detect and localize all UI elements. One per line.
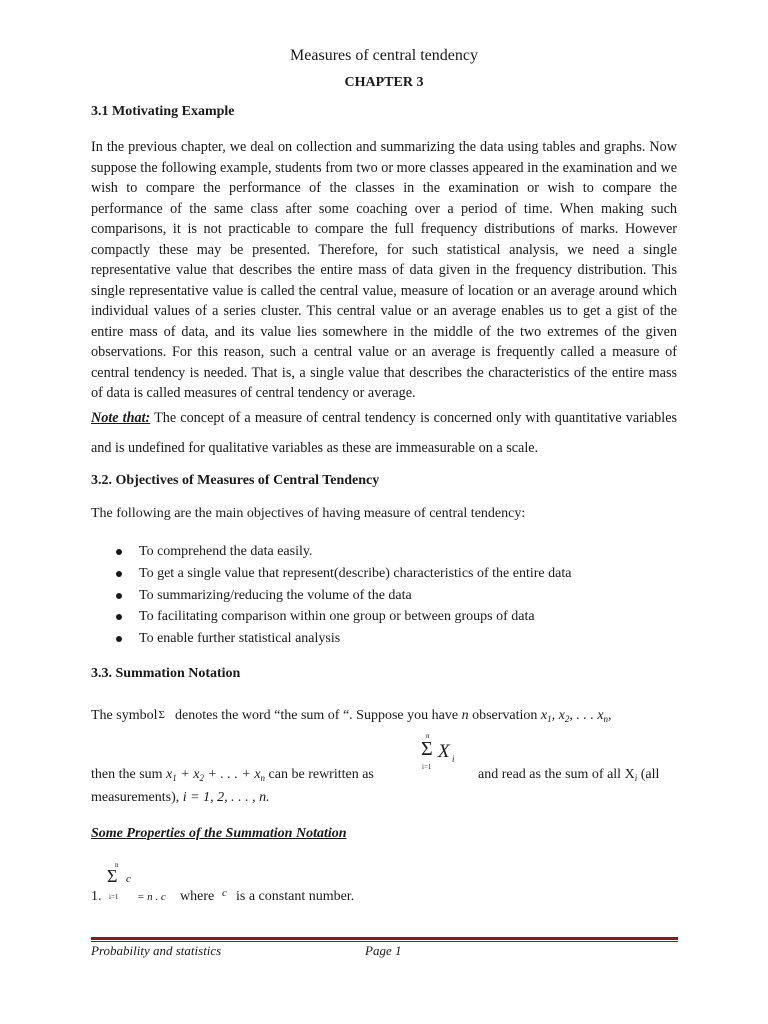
formula-subscript: i [452,754,455,764]
list-item: To get a single value that represent(describe) characteristics of the entire data [91,563,571,585]
property-where: where [180,889,215,904]
list-item: To summarizing/reducing the volume of the data [91,585,571,607]
formula-variable: X [438,741,450,762]
footer-rule-thin [91,941,678,942]
objectives-list [91,541,571,650]
chapter-label: CHAPTER 3 [344,75,424,90]
motivating-paragraph: In the previous chapter, we deal on collection and summarizing the data using tables and graphs. Now suppose the following example, students from two or more classes appeared in the examination and we wish to compare the performance of the classes in the examination or wish to compare the performance of the same class after some coaching over a period of time. When making such comparisons, it is not practicable to compare the full frequency distributions of marks. However compactly these may be presented. Therefore, for such statistical analysis, we need a single representative value that describes the entire mass of data given in the frequency distribution. This single representative value is called the central value, measure of location or an average around which individual values of a series cluster. This central value or an average enables us to get a gist of the entire mass of data, and its value lies somewhere in the middle of the two extremes of the given observations. For this reason, such a central value or an average is frequently called a measure of central tendency is needed. That is, a single value that describes the characteristics of the entire mass of data is called measures of central tendency or average. [91,139,677,401]
note-text: The concept of a measure of central tendency is concerned only with quantitative variables and is undefined for qualitative variables as these are immeasurable on a scale. [91,410,678,456]
sigma-formula-icon: Σ [421,738,433,760]
objectives-intro: The following are the main objectives of having measure of central tendency: [91,506,526,521]
summation-symbol-line: The symbol Σ denotes the word “the sum of “. Suppose you have n observation $x_1$, $x_2$, . . . $x_n$, [91,708,612,724]
measurements-line: measurements), i = 1, 2, . . . , n. [91,790,270,805]
formula-upper-limit: n [426,732,430,740]
bullet-icon [116,571,122,577]
footer-rule-thick [91,937,678,940]
bullet-icon [116,636,122,642]
list-item: To enable further statistical analysis [91,628,571,650]
bullet-icon [116,593,122,599]
page-title: Measures of central tendency [290,47,478,64]
property-c: c [222,887,227,899]
section-3-3-heading: 3.3. Summation Notation [91,666,241,681]
bullet-icon [116,549,122,555]
formula-lower-limit: i=1 [422,763,432,771]
property-sigma-icon: Σ [107,866,118,886]
property-constant: c [126,873,131,885]
list-item: To comprehend the data easily. [91,541,571,563]
section-3-2-heading: 3.2. Objectives of Measures of Central Tendency [91,473,380,488]
note-paragraph [91,403,677,463]
section-3-1-heading: 3.1 Motivating Example [91,104,235,119]
properties-heading: Some Properties of the Summation Notation [91,826,347,841]
list-item: To facilitating comparison within one group or between groups of data [91,606,571,628]
note-label: Note that: [91,410,151,426]
property-upper-limit: n [115,861,119,869]
property-lower-limit: i=1 [109,893,119,901]
sum-rewrite-line: then the sum $x_1 + x_2$ + . . . + $x_n$ can be rewritten as [91,767,374,783]
property-number: 1. [91,889,102,904]
read-as-text: and read as the sum of all $X_i$ (all [478,767,660,783]
footer-page-number: Page 1 [365,943,402,958]
property-rhs: = n . c [137,891,166,903]
property-text: is a constant number. [236,889,355,904]
footer-course: Probability and statistics [91,943,222,958]
sigma-icon: Σ [158,709,165,721]
bullet-icon [116,614,122,620]
